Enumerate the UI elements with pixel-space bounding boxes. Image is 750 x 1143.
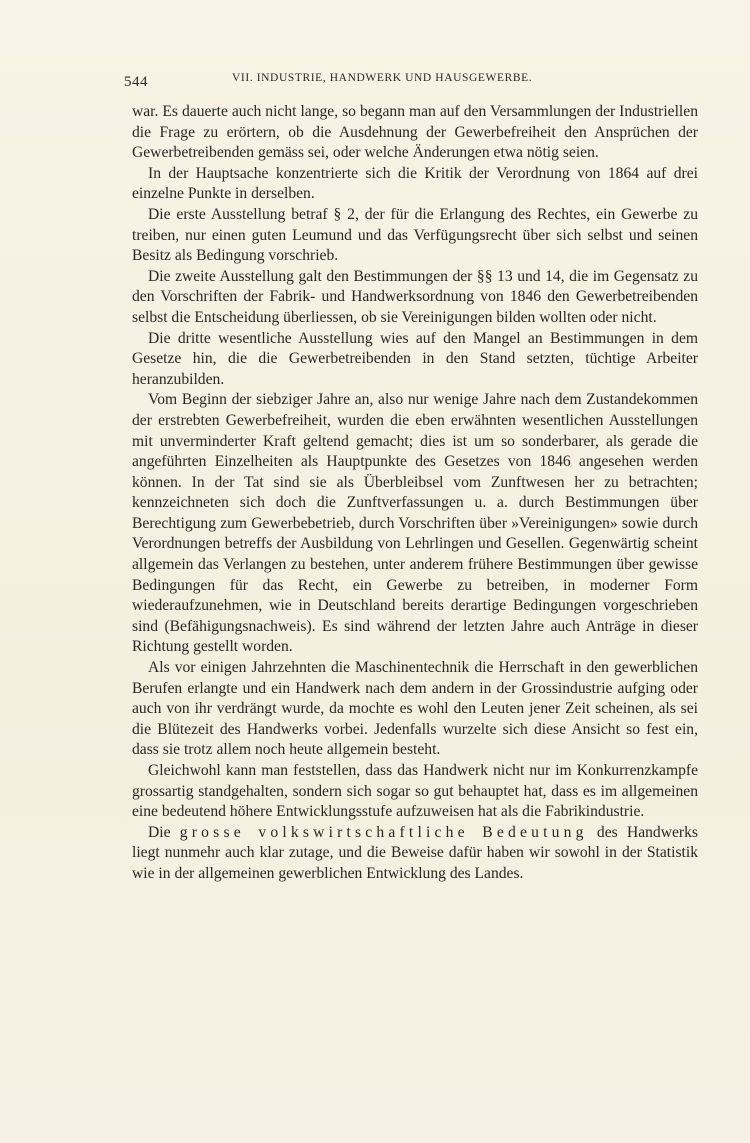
spaced-emphasis: grosse volkswirtschaftliche Bedeutung <box>179 823 588 841</box>
paragraph-8: Gleichwohl kann man feststellen, dass das Handwerk nicht nur im Konkurrenzkampfe grossartig standgehalten, sondern sich sogar so gut behauptet hat, dass es im allgemeinen eine bedeutend höhere Entwicklungsstufe aufzuweisen hat als die Fabrikindustrie. <box>132 762 698 821</box>
paragraph-2: In der Hauptsache konzentrierte sich die Kritik der Verordnung von 1864 auf drei einzelne Punkte in derselben. <box>132 164 698 203</box>
paragraph-9-lead: Die <box>148 823 171 841</box>
page-number: 544 <box>124 74 148 90</box>
paragraph-4: Die zweite Ausstellung galt den Bestimmungen der §§ 13 und 14, die im Gegensatz zu den Vorschriften der Fabrik- und Handwerksordnung von 1846 den Gewerbetreibenden selbst die Entscheidung überliessen, ob sie Vereinigungen bilden wollten oder nicht. <box>132 267 698 326</box>
paragraph-7: Als vor einigen Jahrzehnten die Maschinentechnik die Herrschaft in den gewerblichen Berufen erlangte und ein Handwerk nach dem andern in der Grossindustrie aufging oder auch von ihr verdrängt wurde, da mochte es wohl den Leuten jener Zeit scheinen, als sei die Blütezeit des Handwerks vorbei. Jedenfalls wurzelte sich diese Ansicht so fest ein, dass sie trotz allem noch heute allgemein besteht. <box>132 659 698 759</box>
chapter-title: VII. INDUSTRIE, HANDWERK UND HAUSGEWERBE. <box>232 72 533 84</box>
paragraph-1: war. Es dauerte auch nicht lange, so begann man auf den Versammlungen der Industriellen die Frage zu erörtern, ob die Ausdehnung der Gewerbefreiheit den Ansprüchen der Gewerbetreibenden gemäss sei, oder welche Änderungen etwa nötig seien. <box>132 103 698 162</box>
paragraph-6: Vom Beginn der siebziger Jahre an, also nur wenige Jahre nach dem Zustandekommen der erstrebten Gewerbefreiheit, wurden die eben erwähnten wesentlichen Ausstellungen mit unverminderter Kraft geltend gemacht; dies ist um so sonderbarer, als gerade die angeführten Einzelheiten als Hauptpunkte des Gesetzes von 1846 angesehen werden können. In der Tat sind sie als Überbleibsel vom Zunftwesen her zu betrachten; kennzeichneten sich doch die Zunftverfassungen u. a. durch Bestimmungen über Berechtigung zum Gewerbebetrieb, durch Vorschriften über »Vereinigungen» sowie durch Verordnungen betreffs der Ausbildung von Lehrlingen und Gesellen. Gegenwärtig scheint allgemein das Verlangen zu bestehen, unter anderem frühere Bestimmungen über gewisse Bedingungen für das Recht, ein Gewerbe zu betreiben, in moderner Form wiederaufzunehmen, wie in Deutschland bereits derartige Bedingungen vorgeschrieben sind (Befähigungsnachweis). Es sind während der letzten Jahre auch Anträge in dieser Richtung gestellt worden. <box>132 391 698 656</box>
body-text <box>132 102 698 885</box>
paragraph-3: Die erste Ausstellung betraf § 2, der für die Erlangung des Rechtes, ein Gewerbe zu treiben, nur einen guten Leumund und das Verfügungsrecht über sich selbst und seinen Besitz als Bedingung vorschrieb. <box>132 205 698 265</box>
running-head <box>124 68 704 92</box>
paragraph-9 <box>132 823 698 885</box>
paragraph-9-rest: des Handwerks liegt nunmehr auch klar zutage, und die Beweise dafür haben wir sowohl in der Statistik wie in der allgemeinen gewerblichen Entwicklung des Landes. <box>132 823 698 882</box>
paragraph-5: Die dritte wesentliche Ausstellung wies auf den Mangel an Bestimmungen in dem Gesetze hin, die die Gewerbetreibenden in den Stand setzten, tüchtige Arbeiter heranzubilden. <box>132 329 698 388</box>
